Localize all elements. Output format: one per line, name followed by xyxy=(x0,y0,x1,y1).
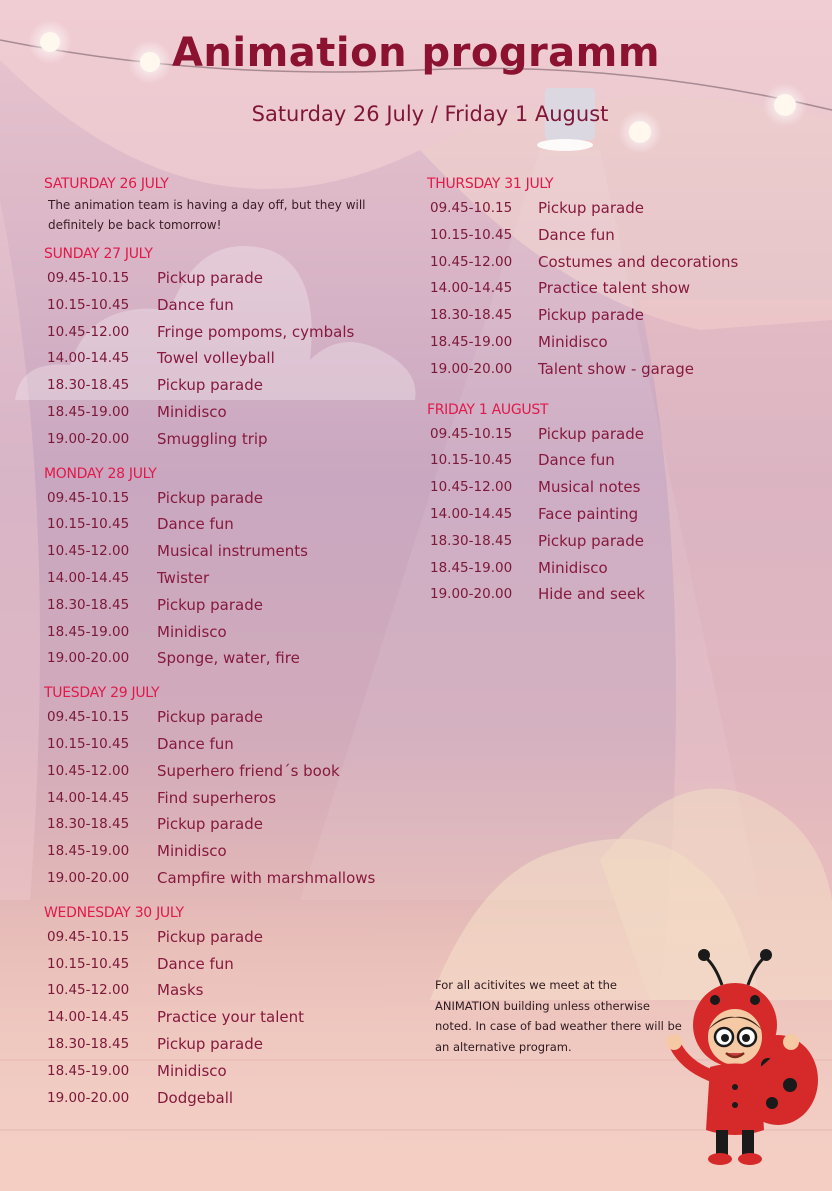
time-slot: 10.15-10.45 xyxy=(430,226,513,243)
time-slot: 10.45-12.00 xyxy=(47,543,130,560)
time-slot: 10.45-12.00 xyxy=(430,253,513,270)
time-slot: 19.00-20.00 xyxy=(430,360,513,377)
activity: Costumes and decorations xyxy=(538,252,739,271)
schedule-row xyxy=(44,565,414,592)
time-slot: 18.45-19.00 xyxy=(47,623,130,640)
activity: Pickup parade xyxy=(157,269,263,287)
time-slot: 18.45-19.00 xyxy=(47,843,130,860)
time-slot: 18.30-18.45 xyxy=(430,532,513,549)
schedule-row xyxy=(44,1031,414,1058)
day-note: The animation team is having a day off, but they will definitely be back tomorrow! xyxy=(48,198,366,232)
time-slot: 19.00-20.00 xyxy=(47,430,130,447)
activity: Sponge, water, fire xyxy=(157,649,300,668)
meeting-note: For all acitivites we meet at the ANIMATION building unless otherwise noted. In case of bad weather there will be an alternative program. xyxy=(435,978,682,1054)
schedule-row xyxy=(427,222,767,249)
activity: Pickup parade xyxy=(538,199,644,217)
time-slot: 10.15-10.45 xyxy=(47,735,130,752)
time-slot: 10.45-12.00 xyxy=(47,982,130,999)
activity: Pickup parade xyxy=(157,1034,263,1053)
activity: Practice your talent xyxy=(157,1008,305,1027)
schedule-row xyxy=(44,731,414,758)
time-slot: 14.00-14.45 xyxy=(47,1009,130,1026)
time-slot: 14.00-14.45 xyxy=(47,350,130,367)
schedule-row xyxy=(44,951,414,978)
schedule-row xyxy=(44,372,414,399)
schedule-row xyxy=(44,977,414,1004)
schedule-row xyxy=(44,924,414,951)
time-slot: 10.45-12.00 xyxy=(47,762,130,779)
activity: Dance fun xyxy=(157,515,234,534)
day-wednesday xyxy=(44,902,414,1112)
activity: Twister xyxy=(157,568,210,587)
time-slot: 10.15-10.45 xyxy=(47,296,130,313)
ladybug-mascot xyxy=(660,945,820,1175)
schedule-row xyxy=(44,485,414,512)
activity: Minidisco xyxy=(157,842,227,861)
activity: Minidisco xyxy=(538,558,608,577)
activity: Pickup parade xyxy=(538,424,644,443)
schedule-row xyxy=(427,329,767,356)
schedule-row xyxy=(427,195,767,222)
activity: Masks xyxy=(157,981,204,1000)
day-saturday xyxy=(44,173,414,235)
time-slot: 09.45-10.15 xyxy=(47,270,130,286)
schedule-row xyxy=(427,249,767,276)
activity: Pickup parade xyxy=(157,927,263,946)
schedule-row xyxy=(44,865,414,892)
schedule-row xyxy=(427,555,767,582)
schedule-row xyxy=(44,785,414,812)
schedule-row xyxy=(44,1058,414,1085)
activity: Face painting xyxy=(538,504,639,523)
time-slot: 09.45-10.15 xyxy=(47,489,130,506)
day-heading: MONDAY 28 JULY xyxy=(44,465,157,482)
schedule-row xyxy=(427,447,767,474)
day-heading: SUNDAY 27 JULY xyxy=(44,246,153,262)
schedule-row xyxy=(427,302,767,329)
activity: Minidisco xyxy=(157,622,227,641)
schedule-row xyxy=(427,501,767,528)
day-sunday xyxy=(44,243,414,453)
activity: Dance fun xyxy=(538,225,615,244)
schedule-row xyxy=(44,426,414,453)
schedule-row xyxy=(44,811,414,838)
activity: Pickup parade xyxy=(157,708,263,727)
page-subtitle: Saturday 26 July / Friday 1 August xyxy=(251,102,609,126)
activity: Minidisco xyxy=(538,332,608,351)
activity: Smuggling trip xyxy=(157,429,268,448)
activity: Hide and seek xyxy=(538,585,645,604)
schedule-row xyxy=(44,619,414,646)
activity: Dance fun xyxy=(157,295,234,314)
schedule-row xyxy=(44,704,414,731)
schedule-left-column xyxy=(44,173,414,1121)
schedule-row xyxy=(44,645,414,672)
activity: Pickup parade xyxy=(538,306,644,325)
activity: Talent show - garage xyxy=(538,359,694,378)
schedule-row xyxy=(44,345,414,372)
schedule-row xyxy=(44,292,414,319)
activity: Superhero friend´s book xyxy=(157,761,340,780)
schedule-row xyxy=(427,528,767,555)
schedule-row xyxy=(427,356,767,383)
activity: Musical instruments xyxy=(157,542,308,561)
schedule-row xyxy=(427,421,767,448)
activity: Pickup parade xyxy=(157,488,263,507)
activity: Dance fun xyxy=(157,954,234,973)
schedule-row xyxy=(44,1004,414,1031)
page-title: Animation programm xyxy=(171,30,661,76)
time-slot: 19.00-20.00 xyxy=(430,586,513,603)
day-heading: TUESDAY 29 JULY xyxy=(44,685,160,702)
day-monday xyxy=(44,463,414,673)
time-slot: 14.00-14.45 xyxy=(47,789,130,806)
time-slot: 18.30-18.45 xyxy=(47,1035,130,1052)
time-slot: 18.30-18.45 xyxy=(47,377,130,394)
activity: Find superheros xyxy=(157,788,277,807)
schedule-row xyxy=(44,511,414,538)
activity: Minidisco xyxy=(157,1061,227,1080)
time-slot: 09.45-10.15 xyxy=(47,928,130,945)
activity: Pickup parade xyxy=(157,815,263,834)
activity: Pickup parade xyxy=(538,531,644,550)
activity: Pickup parade xyxy=(157,376,263,395)
time-slot: 14.00-14.45 xyxy=(430,280,513,297)
time-slot: 18.30-18.45 xyxy=(430,307,513,324)
time-slot: 18.30-18.45 xyxy=(47,816,130,833)
schedule-row xyxy=(44,399,414,426)
time-slot: 10.45-12.00 xyxy=(430,479,513,496)
activity: Fringe pompoms, cymbals xyxy=(157,322,355,341)
time-slot: 18.45-19.00 xyxy=(47,403,130,420)
activity: Minidisco xyxy=(157,402,227,421)
schedule-row xyxy=(44,538,414,565)
time-slot: 10.45-12.00 xyxy=(47,323,130,340)
activity: Dance fun xyxy=(157,734,234,753)
day-heading: THURSDAY 31 JULY xyxy=(427,176,554,192)
activity: Dance fun xyxy=(538,451,615,470)
time-slot: 09.45-10.15 xyxy=(430,425,513,442)
time-slot: 10.15-10.45 xyxy=(47,955,130,972)
schedule-row xyxy=(427,474,767,501)
time-slot: 18.45-19.00 xyxy=(430,333,513,350)
schedule-row xyxy=(44,758,414,785)
time-slot: 18.30-18.45 xyxy=(47,596,130,613)
schedule-row xyxy=(44,838,414,865)
time-slot: 14.00-14.45 xyxy=(430,505,513,522)
schedule-row xyxy=(427,581,767,608)
activity: Dodgeball xyxy=(157,1088,234,1107)
activity: Practice talent show xyxy=(538,279,691,298)
schedule-right-column xyxy=(427,173,767,618)
time-slot: 14.00-14.45 xyxy=(47,569,130,586)
day-thursday xyxy=(427,173,767,383)
activity: Campfire with marshmallows xyxy=(157,868,376,887)
time-slot: 09.45-10.15 xyxy=(47,709,130,726)
schedule-row xyxy=(44,1085,414,1112)
time-slot: 18.45-19.00 xyxy=(430,559,513,576)
time-slot: 18.45-19.00 xyxy=(47,1062,130,1079)
day-tuesday xyxy=(44,682,414,892)
activity: Pickup parade xyxy=(157,595,263,614)
day-heading: WEDNESDAY 30 JULY xyxy=(44,904,184,921)
schedule-row xyxy=(427,275,767,302)
schedule-row xyxy=(44,265,414,292)
time-slot: 10.15-10.45 xyxy=(430,452,513,469)
schedule-row xyxy=(44,319,414,346)
time-slot: 19.00-20.00 xyxy=(47,1089,130,1106)
time-slot: 19.00-20.00 xyxy=(47,650,130,667)
day-heading: SATURDAY 26 JULY xyxy=(44,176,169,192)
activity: Musical notes xyxy=(538,478,641,497)
time-slot: 19.00-20.00 xyxy=(47,869,130,886)
time-slot: 09.45-10.15 xyxy=(430,200,513,216)
schedule-row xyxy=(44,592,414,619)
activity: Towel volleyball xyxy=(157,349,275,368)
time-slot: 10.15-10.45 xyxy=(47,516,130,533)
day-heading: FRIDAY 1 AUGUST xyxy=(427,401,549,418)
day-friday xyxy=(427,399,767,609)
